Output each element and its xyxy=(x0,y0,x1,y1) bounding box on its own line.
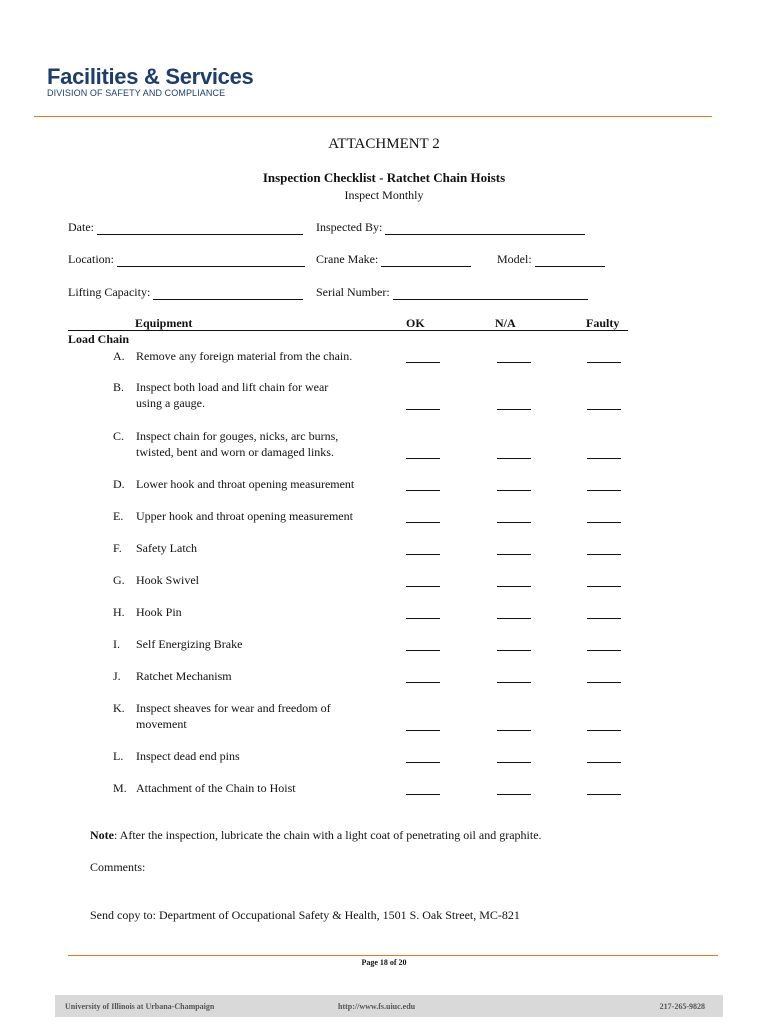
item-line-1: Self Energizing Brake xyxy=(136,637,243,651)
item-letter: E. xyxy=(113,509,124,523)
faulty-blank[interactable] xyxy=(587,650,621,651)
header-divider xyxy=(34,116,712,117)
send-copy-text: Send copy to: Department of Occupational Safety & Health, 1501 S. Oak Street, MC-821 xyxy=(90,908,520,922)
note-label: Note xyxy=(90,828,114,842)
item-letter: J. xyxy=(113,669,121,683)
faulty-blank[interactable] xyxy=(587,554,621,555)
na-blank[interactable] xyxy=(497,730,531,731)
faulty-blank[interactable] xyxy=(587,730,621,731)
crane-make-field[interactable] xyxy=(316,252,471,267)
inspected-by-field[interactable] xyxy=(316,220,585,235)
inspected-by-blank[interactable] xyxy=(385,222,585,235)
faulty-blank[interactable] xyxy=(587,490,621,491)
item-description xyxy=(136,379,396,411)
crane-make-label: Crane Make: xyxy=(316,252,379,266)
serial-number-label: Serial Number: xyxy=(316,285,390,299)
col-faulty: Faulty xyxy=(586,316,620,330)
date-label: Date: xyxy=(68,220,94,234)
ok-blank[interactable] xyxy=(406,522,440,523)
faulty-blank[interactable] xyxy=(587,586,621,587)
na-blank[interactable] xyxy=(497,618,531,619)
item-line-1: Inspect chain for gouges, nicks, arc burns, xyxy=(136,429,339,443)
item-description xyxy=(136,668,396,684)
page-number: Page 18 of 20 xyxy=(361,958,407,967)
item-line-1: Safety Latch xyxy=(136,541,197,555)
na-blank[interactable] xyxy=(497,586,531,587)
item-letter: L. xyxy=(113,749,124,763)
date-blank[interactable] xyxy=(97,222,303,235)
ok-blank[interactable] xyxy=(406,362,440,363)
item-description xyxy=(136,508,396,524)
faulty-blank[interactable] xyxy=(587,762,621,763)
item-description xyxy=(136,348,396,364)
item-letter: C. xyxy=(113,429,125,443)
model-blank[interactable] xyxy=(535,254,605,267)
item-letter: M. xyxy=(113,781,127,795)
ok-blank[interactable] xyxy=(406,490,440,491)
location-blank[interactable] xyxy=(117,254,305,267)
item-line-2: movement xyxy=(136,717,187,731)
serial-number-blank[interactable] xyxy=(393,287,588,300)
item-line-2: twisted, bent and worn or damaged links. xyxy=(136,445,334,459)
ok-blank[interactable] xyxy=(406,794,440,795)
location-field[interactable] xyxy=(68,252,305,267)
faulty-blank[interactable] xyxy=(587,409,621,410)
footer-url[interactable]: http://www.fs.uiuc.edu xyxy=(338,1002,416,1011)
item-description xyxy=(136,572,396,588)
footer-divider xyxy=(68,955,718,956)
ok-blank[interactable] xyxy=(406,650,440,651)
item-line-1: Hook Pin xyxy=(136,605,182,619)
item-letter: A. xyxy=(113,349,125,363)
model-field[interactable] xyxy=(497,252,605,267)
faulty-blank[interactable] xyxy=(587,618,621,619)
col-ok: OK xyxy=(406,316,425,330)
na-blank[interactable] xyxy=(497,682,531,683)
lifting-capacity-field[interactable] xyxy=(68,285,303,300)
checklist-title: Inspection Checklist - Ratchet Chain Hoists xyxy=(262,170,506,185)
na-blank[interactable] xyxy=(497,762,531,763)
lifting-capacity-blank[interactable] xyxy=(153,287,303,300)
location-label: Location: xyxy=(68,252,114,266)
na-blank[interactable] xyxy=(497,794,531,795)
item-description xyxy=(136,476,396,492)
item-line-2: using a gauge. xyxy=(136,396,205,410)
checklist-subtitle: Inspect Monthly xyxy=(344,188,424,202)
item-line-1: Upper hook and throat opening measurement xyxy=(136,509,353,523)
faulty-blank[interactable] xyxy=(587,458,621,459)
item-letter: K. xyxy=(113,701,125,715)
date-field[interactable] xyxy=(68,220,303,235)
item-line-1: Ratchet Mechanism xyxy=(136,669,232,683)
attachment-heading: ATTACHMENT 2 xyxy=(328,136,440,152)
col-na: N/A xyxy=(495,316,516,330)
ok-blank[interactable] xyxy=(406,554,440,555)
model-label: Model: xyxy=(497,252,532,266)
item-letter: G. xyxy=(113,573,125,587)
na-blank[interactable] xyxy=(497,650,531,651)
item-description xyxy=(136,604,396,620)
ok-blank[interactable] xyxy=(406,730,440,731)
na-blank[interactable] xyxy=(497,362,531,363)
item-description xyxy=(136,540,396,556)
lifting-capacity-label: Lifting Capacity: xyxy=(68,285,151,299)
item-letter: D. xyxy=(113,477,125,491)
item-line-1: Inspect sheaves for wear and freedom of xyxy=(136,701,331,715)
org-subtitle: DIVISION OF SAFETY AND COMPLIANCE xyxy=(47,88,226,98)
na-blank[interactable] xyxy=(497,458,531,459)
serial-number-field[interactable] xyxy=(316,285,588,300)
item-line-1: Hook Swivel xyxy=(136,573,199,587)
org-name: Facilities & Services xyxy=(47,64,254,89)
ok-blank[interactable] xyxy=(406,409,440,410)
item-letter: B. xyxy=(113,380,125,394)
item-letter: I. xyxy=(113,637,120,651)
item-description xyxy=(136,700,396,732)
footer-bar xyxy=(55,995,723,1017)
na-blank[interactable] xyxy=(497,409,531,410)
item-line-1: Inspect dead end pins xyxy=(136,749,240,763)
table-header-rule xyxy=(68,330,628,331)
item-letter: F. xyxy=(113,541,122,555)
item-line-1: Remove any foreign material from the chain. xyxy=(136,349,353,363)
faulty-blank[interactable] xyxy=(587,362,621,363)
ok-blank[interactable] xyxy=(406,586,440,587)
ok-blank[interactable] xyxy=(406,762,440,763)
item-description xyxy=(136,748,396,764)
note xyxy=(90,828,542,843)
item-line-1: Attachment of the Chain to Hoist xyxy=(136,781,296,795)
na-blank[interactable] xyxy=(497,554,531,555)
crane-make-blank[interactable] xyxy=(381,254,471,267)
inspected-by-label: Inspected By: xyxy=(316,220,383,234)
footer-phone: 217-265-9828 xyxy=(659,1002,705,1011)
ok-blank[interactable] xyxy=(406,458,440,459)
item-line-1: Lower hook and throat opening measurement xyxy=(136,477,355,491)
section-load-chain: Load Chain xyxy=(68,332,130,346)
item-line-1: Inspect both load and lift chain for wear xyxy=(136,380,329,394)
col-equipment: Equipment xyxy=(135,316,193,330)
item-description xyxy=(136,780,396,796)
item-description xyxy=(136,428,396,460)
faulty-blank[interactable] xyxy=(587,794,621,795)
faulty-blank[interactable] xyxy=(587,522,621,523)
comments-label: Comments: xyxy=(90,860,146,874)
faulty-blank[interactable] xyxy=(587,682,621,683)
item-letter: H. xyxy=(113,605,125,619)
footer-university: University of Illinois at Urbana-Champaign xyxy=(65,1002,215,1011)
item-description xyxy=(136,636,396,652)
ok-blank[interactable] xyxy=(406,682,440,683)
na-blank[interactable] xyxy=(497,490,531,491)
note-text: : After the inspection, lubricate the chain with a light coat of penetrating oil and graphite. xyxy=(114,828,542,842)
na-blank[interactable] xyxy=(497,522,531,523)
ok-blank[interactable] xyxy=(406,618,440,619)
